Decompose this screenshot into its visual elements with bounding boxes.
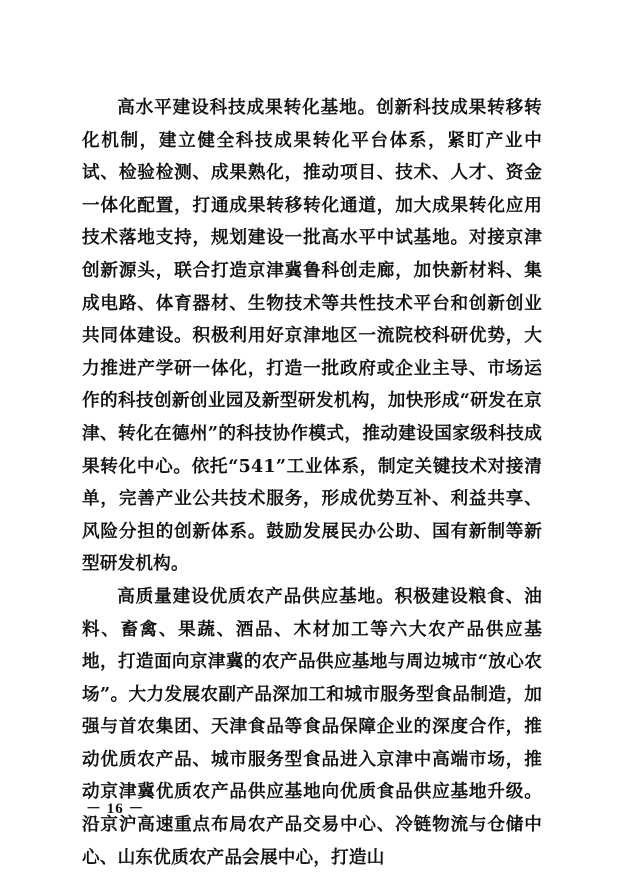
paragraph-agri-supply-base <box>82 581 542 874</box>
paragraph-tech-transfer-base <box>82 92 542 581</box>
document-body <box>82 92 542 874</box>
page-number: － 16 － <box>86 801 145 817</box>
paragraph-lead-heading: 高水平建设科技成果转化基地。 <box>117 97 377 118</box>
paragraph-body-text: 积极建设粮食、油料、畜禽、果蔬、酒品、木材加工等六大农产品供应基地，打造面向京津冀的农产品供应基地与周边城市“放心农场”。大力发展农副产品深加工和城市服务型食品制造，加强与首农集团、天津食品等食品保障企业的深度合作，推动优质农产品、城市服务型食品进入京津中高端市场，推动京津冀优质农产品供应基地向优质食品供应基地升级。沿京沪高速重点布局农产品交易中心、冷链物流与仓储中心、山东优质农产品会展中心，打造山 <box>82 585 542 868</box>
paragraph-body-text: 创新科技成果转移转化机制，建立健全科技成果转化平台体系，紧盯产业中试、检验检测、成果熟化，推动项目、技术、人才、资金一体化配置，打通成果转移转化通道，加大成果转化应用技术落地支持，规划建设一批高水平中试基地。对接京津创新源头，联合打造京津冀鲁科创走廊，加快新材料、集成电路、体育器材、生物技术等共性技术平台和创新创业共同体建设。积极利用好京津地区一流院校科研优势，大力推进产学研一体化，打造一批政府或企业主导、市场运作的科技创新创业园及新型研发机构，加快形成“研发在京津、转化在德州”的科技协作模式，推动建设国家级科技成果转化中心。依托“541”工业体系，制定关键技术对接清单，完善产业公共技术服务，形成优势互补、利益共享、风险分担的创新体系。鼓励发展民办公助、国有新制等新型研发机构。 <box>82 97 542 575</box>
paragraph-lead-heading: 高质量建设优质农产品供应基地。 <box>117 585 395 607</box>
